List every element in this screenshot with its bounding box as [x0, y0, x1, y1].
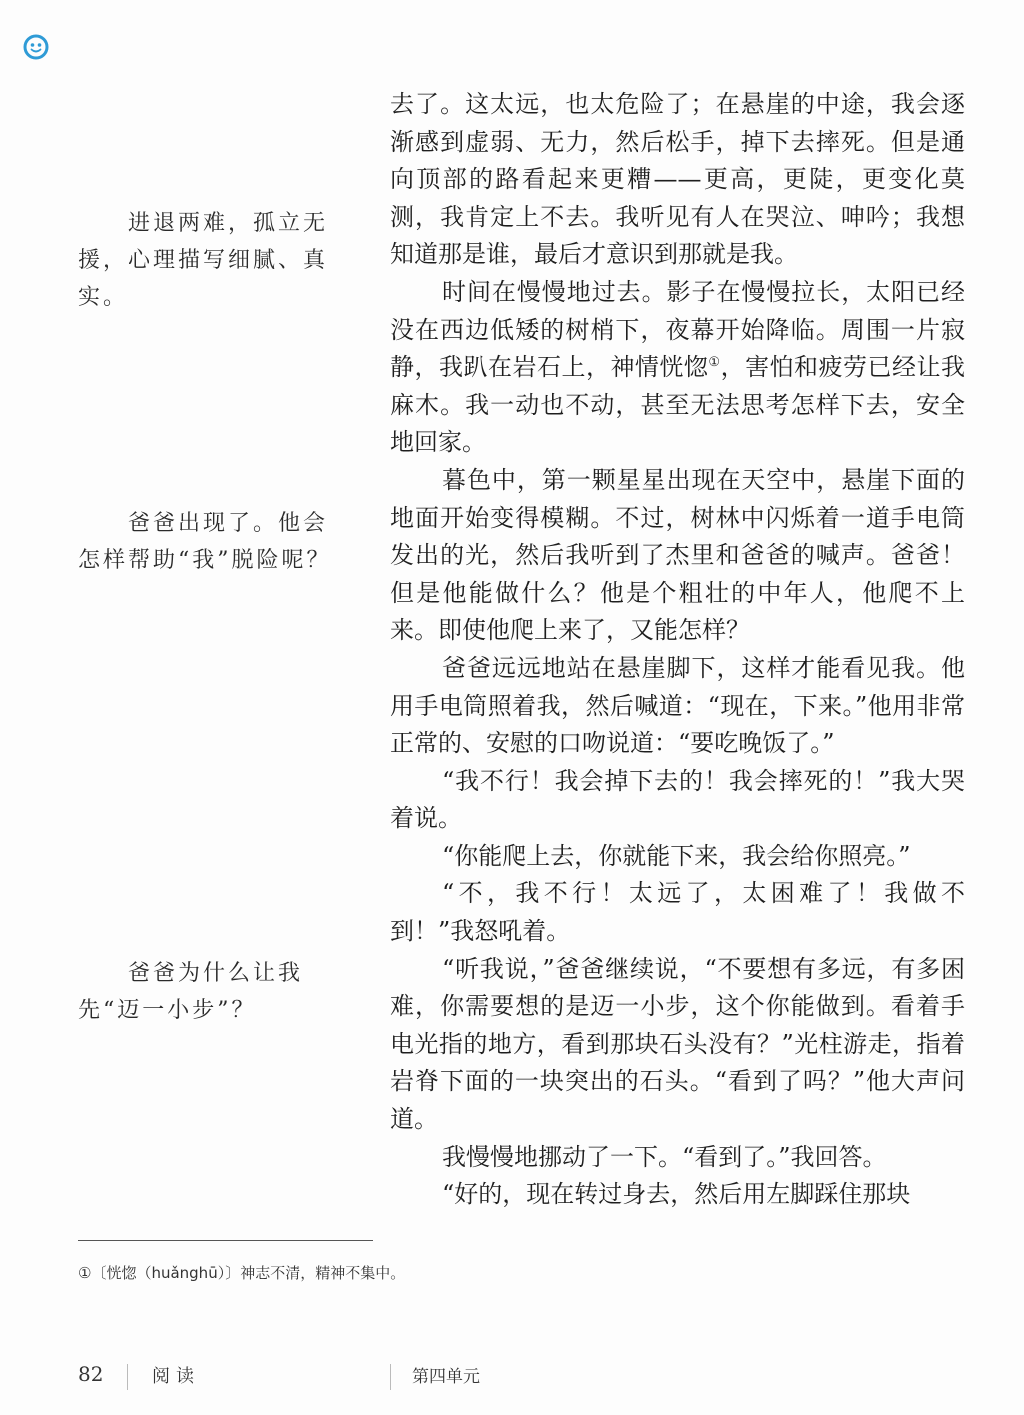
margin-note — [78, 205, 338, 316]
paragraph: 我慢慢地挪动了一下。“看到了。”我回答。 — [442, 1142, 887, 1171]
paragraph: “不，我不行！太远了，太困难了！我做不到！”我怒吼着。 — [390, 879, 965, 946]
paragraph: “我不行！我会掉下去的！我会摔死的！”我大哭着说。 — [390, 766, 965, 833]
footnote-divider — [78, 1240, 373, 1241]
main-text — [390, 86, 965, 1214]
margin-note — [78, 505, 338, 579]
footnote-marker: ① — [708, 355, 721, 371]
margin-note-text: 爸爸为什么让我先“迈一小步”？ — [78, 961, 304, 1023]
paragraph-text: 时间在慢慢地过去。影子在慢慢拉长，太阳已经没在西边低矮的树梢下，夜幕开始降临。周围一片寂静，我趴在岩石上，神情恍惚 — [390, 277, 965, 382]
paragraph: “好的，现在转过身去，然后用左脚踩住那块 — [442, 1180, 911, 1209]
section-name: 阅读 — [152, 1366, 200, 1387]
unit-name: 第四单元 — [412, 1367, 480, 1387]
paragraph: 去了。这太远，也太危险了；在悬崖的中途，我会逐渐感到虚弱、无力，然后松手，掉下去摔死。但是通向顶部的路看起来更糟——更高，更陡，更变化莫测，我肯定上不去。我听见有人在哭泣、呻吟；我想知道那是谁，最后才意识到那就是我。 — [390, 90, 965, 269]
margin-note — [78, 955, 338, 1029]
paragraph: 爸爸远远地站在悬崖脚下，这样才能看见我。他用手电筒照着我，然后喊道：“现在，下来。”他用非常正常的、安慰的口吻说道：“要吃晚饭了。” — [390, 653, 965, 758]
paragraph: “听我说，”爸爸继续说，“不要想有多远，有多困难，你需要想的是迈一小步，这个你能做到。看着手电光指的地方，看到那块石头没有？”光柱游走，指着岩脊下面的一块突出的石头。“看到了吗？”他大声问道。 — [390, 954, 965, 1134]
paragraph-text: ，害怕和疲劳已经让我麻木。我一动也不动，甚至无法思考怎样下去，安全地回家。 — [390, 353, 966, 457]
paragraph — [390, 274, 965, 462]
page-number: 82 — [78, 1362, 104, 1386]
paragraph: 暮色中，第一颗星星出现在天空中，悬崖下面的地面开始变得模糊。不过，树林中闪烁着一道手电筒发出的光，然后我听到了杰里和爸爸的喊声。爸爸！但是他能做什么？他是个粗壮的中年人，他爬不上来。即使他爬上来了，又能怎样？ — [390, 465, 965, 645]
smiley-face-icon — [23, 34, 49, 60]
paragraph: “你能爬上去，你就能下来，我会给你照亮。” — [442, 841, 911, 870]
footer-divider — [127, 1364, 128, 1390]
footnote: ①〔恍惚（huǎnghū）〕神志不清，精神不集中。 — [78, 1264, 406, 1282]
footer-divider — [390, 1364, 391, 1390]
margin-note-text: 进退两难，孤立无援，心理描写细腻、真实。 — [78, 211, 329, 310]
margin-note-text: 爸爸出现了。他会怎样帮助“我”脱险呢？ — [78, 511, 332, 573]
